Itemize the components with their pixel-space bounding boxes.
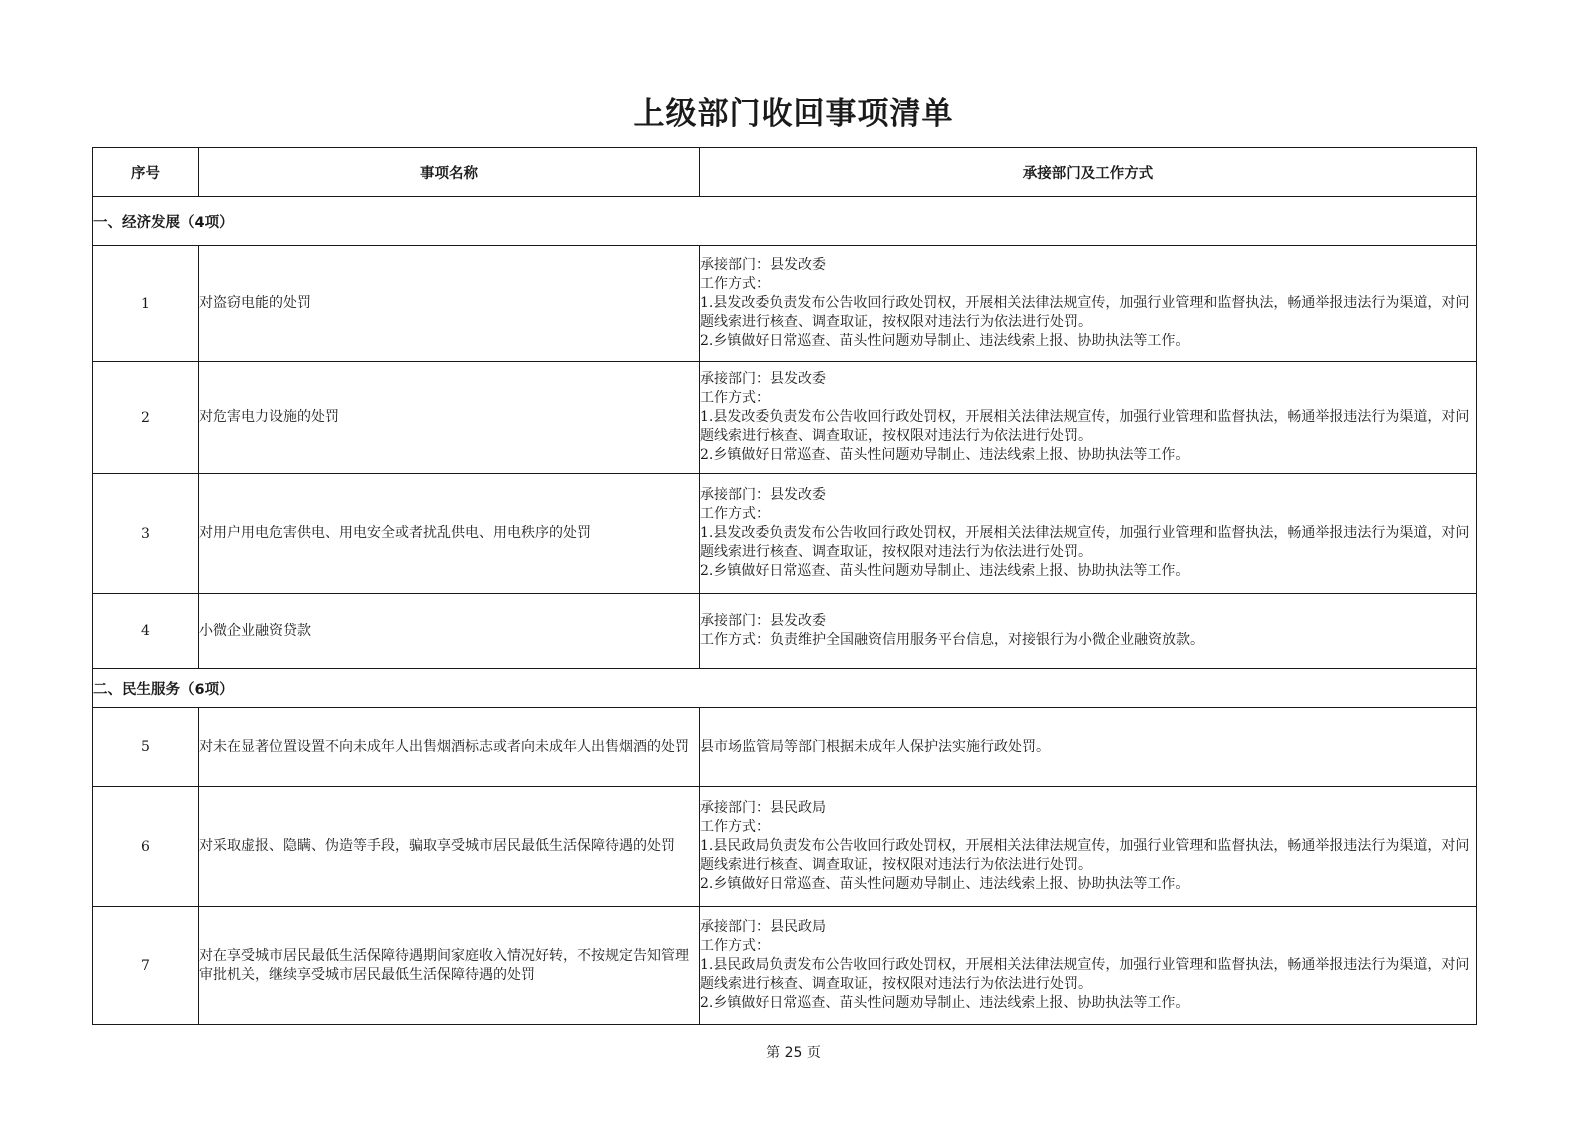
row-index: 4 <box>93 594 199 669</box>
page-number: 第 25 页 <box>766 1045 821 1061</box>
row-item-name: 对用户用电危害供电、用电安全或者扰乱供电、用电秩序的处罚 <box>199 474 700 594</box>
dept-line: 工作方式： <box>700 506 770 522</box>
dept-line: 2.乡镇做好日常巡查、苗头性问题劝导制止、违法线索上报、协助执法等工作。 <box>700 563 1190 579</box>
header-index: 序号 <box>93 148 199 197</box>
row-dept-method <box>700 787 1477 907</box>
row-index: 3 <box>93 474 199 594</box>
dept-line: 承接部门：县发改委 <box>700 613 826 629</box>
dept-line: 县市场监管局等部门根据未成年人保护法实施行政处罚。 <box>700 738 1050 755</box>
table-row <box>93 246 1477 362</box>
items-table <box>92 147 1477 1025</box>
header-dept: 承接部门及工作方式 <box>700 148 1477 197</box>
dept-line: 1.县民政局负责发布公告收回行政处罚权，开展相关法律法规宣传，加强行业管理和监督执法，畅通举报违法行为渠道，对问题线索进行核查、调查取证，按权限对违法行为依法进行处罚。 <box>700 957 1470 992</box>
dept-line: 工作方式： <box>700 390 770 406</box>
dept-line: 2.乡镇做好日常巡查、苗头性问题劝导制止、违法线索上报、协助执法等工作。 <box>700 447 1190 463</box>
table-row <box>93 594 1477 669</box>
dept-line: 承接部门：县发改委 <box>700 487 826 503</box>
dept-line: 1.县发改委负责发布公告收回行政处罚权，开展相关法律法规宣传，加强行业管理和监督执法，畅通举报违法行为渠道，对问题线索进行核查、调查取证，按权限对违法行为依法进行处罚。 <box>700 409 1470 444</box>
page-title: 上级部门收回事项清单 <box>633 96 954 132</box>
dept-line: 承接部门：县民政局 <box>700 800 826 816</box>
table-row <box>93 708 1477 787</box>
row-dept-method <box>700 594 1477 669</box>
dept-line: 工作方式： <box>700 938 770 954</box>
row-item-name: 小微企业融资贷款 <box>199 594 700 669</box>
row-dept-method <box>700 907 1477 1025</box>
dept-line: 工作方式： <box>700 276 770 292</box>
dept-line: 1.县发改委负责发布公告收回行政处罚权，开展相关法律法规宣传，加强行业管理和监督执法，畅通举报违法行为渠道，对问题线索进行核查、调查取证，按权限对违法行为依法进行处罚。 <box>700 525 1470 560</box>
row-index: 5 <box>93 708 199 787</box>
header-name: 事项名称 <box>199 148 700 197</box>
dept-line: 工作方式：负责维护全国融资信用服务平台信息，对接银行为小微企业融资放款。 <box>700 632 1204 648</box>
row-index: 1 <box>93 246 199 362</box>
row-item-name: 对未在显著位置设置不向未成年人出售烟酒标志或者向未成年人出售烟酒的处罚 <box>199 708 700 787</box>
table-row <box>93 907 1477 1025</box>
dept-line: 1.县发改委负责发布公告收回行政处罚权，开展相关法律法规宣传，加强行业管理和监督执法，畅通举报违法行为渠道，对问题线索进行核查、调查取证，按权限对违法行为依法进行处罚。 <box>700 295 1470 330</box>
row-item-name: 对在享受城市居民最低生活保障待遇期间家庭收入情况好转，不按规定告知管理审批机关，继续享受城市居民最低生活保障待遇的处罚 <box>199 907 700 1025</box>
section-row-livelihood <box>93 669 1477 708</box>
row-dept-method <box>700 708 1477 787</box>
row-index: 6 <box>93 787 199 907</box>
row-item-name: 对危害电力设施的处罚 <box>199 362 700 474</box>
row-item-name: 对采取虚报、隐瞒、伪造等手段，骗取享受城市居民最低生活保障待遇的处罚 <box>199 787 700 907</box>
dept-line: 承接部门：县发改委 <box>700 257 826 273</box>
table-header-row <box>93 148 1477 197</box>
dept-line: 1.县民政局负责发布公告收回行政处罚权，开展相关法律法规宣传，加强行业管理和监督执法，畅通举报违法行为渠道，对问题线索进行核查、调查取证，按权限对违法行为依法进行处罚。 <box>700 838 1470 873</box>
dept-line: 2.乡镇做好日常巡查、苗头性问题劝导制止、违法线索上报、协助执法等工作。 <box>700 333 1190 349</box>
section-title: 一、经济发展（4项） <box>93 197 1477 246</box>
dept-line: 承接部门：县民政局 <box>700 919 826 935</box>
row-index: 2 <box>93 362 199 474</box>
dept-line: 承接部门：县发改委 <box>700 371 826 387</box>
row-index: 7 <box>93 907 199 1025</box>
dept-line: 2.乡镇做好日常巡查、苗头性问题劝导制止、违法线索上报、协助执法等工作。 <box>700 995 1190 1011</box>
section-row-economy <box>93 197 1477 246</box>
table-row <box>93 474 1477 594</box>
dept-line: 2.乡镇做好日常巡查、苗头性问题劝导制止、违法线索上报、协助执法等工作。 <box>700 876 1190 892</box>
section-title: 二、民生服务（6项） <box>93 669 1477 708</box>
row-item-name: 对盗窃电能的处罚 <box>199 246 700 362</box>
table-row <box>93 787 1477 907</box>
table-row <box>93 362 1477 474</box>
row-dept-method <box>700 362 1477 474</box>
dept-line: 工作方式： <box>700 819 770 835</box>
row-dept-method <box>700 474 1477 594</box>
row-dept-method <box>700 246 1477 362</box>
